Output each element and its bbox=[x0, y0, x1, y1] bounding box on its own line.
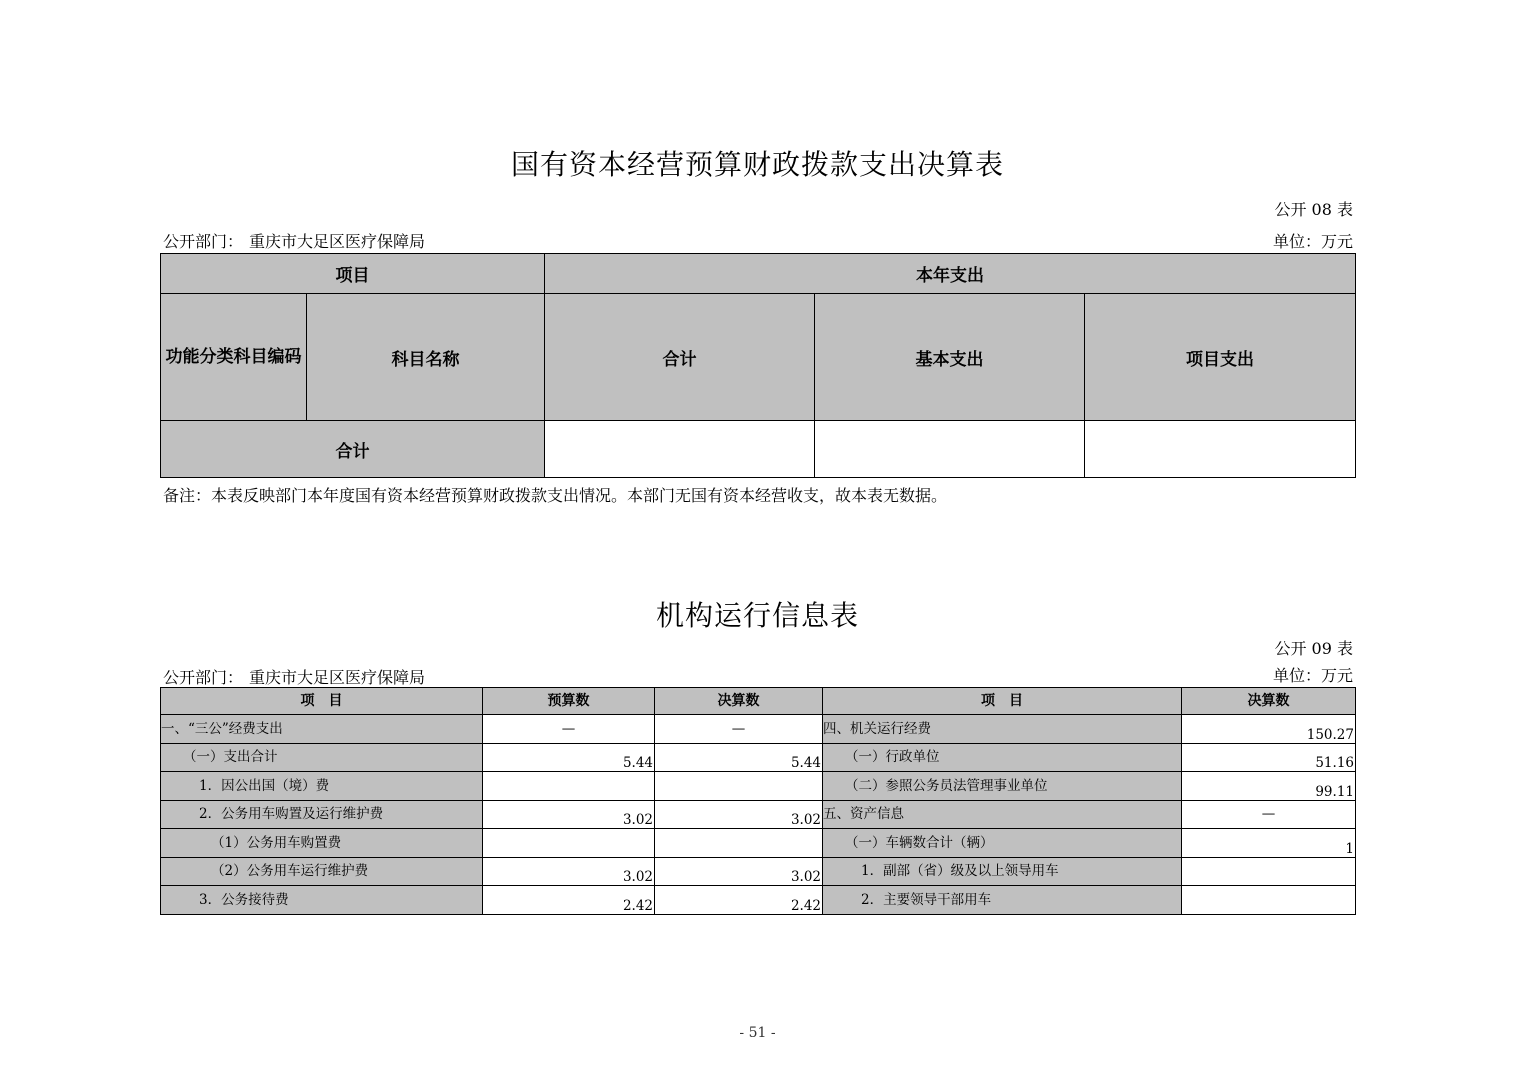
table9-title: 机构运行信息表 bbox=[655, 599, 859, 632]
budget-cell: 3.02 bbox=[483, 800, 655, 829]
table9-form-number: 公开 09 表 bbox=[1274, 639, 1353, 658]
table8-form-number: 公开 08 表 bbox=[1274, 200, 1353, 219]
header-item-left: 项 目 bbox=[161, 688, 483, 715]
dept-label: 公开部门： bbox=[163, 232, 244, 251]
table-row bbox=[161, 857, 1356, 886]
row-label: （一）车辆数合计（辆） bbox=[823, 829, 1182, 858]
final-cell: — bbox=[655, 715, 823, 744]
dept-name: 重庆市大足区医疗保障局 bbox=[249, 232, 426, 251]
row-label: 2．主要领导干部用车 bbox=[823, 886, 1182, 915]
project-value-cell bbox=[1085, 421, 1356, 478]
final-value-cell bbox=[1182, 886, 1356, 915]
header-project-expenditure: 项目支出 bbox=[1085, 294, 1356, 421]
header-current-year-expenditure: 本年支出 bbox=[545, 254, 1356, 294]
final-cell bbox=[655, 772, 823, 801]
table8-dept bbox=[163, 229, 425, 252]
total-value-cell bbox=[545, 421, 815, 478]
row-label: 2．公务用车购置及运行维护费 bbox=[161, 800, 483, 829]
header-item-right: 项 目 bbox=[823, 688, 1182, 715]
table8-note: 备注：本表反映部门本年度国有资本经营预算财政拨款支出情况。本部门无国有资本经营收支，故本表无数据。 bbox=[163, 486, 948, 505]
final-cell: 5.44 bbox=[655, 743, 823, 772]
final-cell: 2.42 bbox=[655, 886, 823, 915]
table8-title: 国有资本经营预算财政拨款支出决算表 bbox=[510, 148, 1004, 181]
row-label: （一）行政单位 bbox=[823, 743, 1182, 772]
dept-name: 重庆市大足区医疗保障局 bbox=[249, 668, 426, 687]
header-total: 合计 bbox=[545, 294, 815, 421]
header-budget: 预算数 bbox=[483, 688, 655, 715]
table-row bbox=[161, 772, 1356, 801]
budget-cell bbox=[483, 829, 655, 858]
header-final-left: 决算数 bbox=[655, 688, 823, 715]
row-label: 五、资产信息 bbox=[823, 800, 1182, 829]
total-row-label: 合计 bbox=[161, 421, 545, 478]
row-label: （二）参照公务员法管理事业单位 bbox=[823, 772, 1182, 801]
row-label: 一、“三公”经费支出 bbox=[161, 715, 483, 744]
row-label: 1．副部（省）级及以上领导用车 bbox=[823, 857, 1182, 886]
budget-cell: 3.02 bbox=[483, 857, 655, 886]
final-value-cell: 150.27 bbox=[1182, 715, 1356, 744]
header-item: 项目 bbox=[161, 254, 545, 294]
dept-label: 公开部门： bbox=[163, 668, 244, 687]
row-label: （一）支出合计 bbox=[161, 743, 483, 772]
table-row bbox=[161, 800, 1356, 829]
final-cell bbox=[655, 829, 823, 858]
budget-cell: — bbox=[483, 715, 655, 744]
header-subject-name: 科目名称 bbox=[307, 294, 545, 421]
final-value-cell bbox=[1182, 857, 1356, 886]
table9-dept bbox=[163, 665, 425, 688]
final-cell: 3.02 bbox=[655, 800, 823, 829]
state-capital-expenditure-table bbox=[160, 253, 1356, 478]
table-row bbox=[161, 743, 1356, 772]
page-number: - 51 - bbox=[739, 1025, 776, 1041]
institution-operation-info-table bbox=[160, 687, 1356, 915]
final-value-cell: — bbox=[1182, 800, 1356, 829]
table-row bbox=[161, 886, 1356, 915]
row-label: 3．公务接待费 bbox=[161, 886, 483, 915]
header-function-code: 功能分类科目编码 bbox=[161, 294, 307, 421]
budget-cell: 5.44 bbox=[483, 743, 655, 772]
row-label: 四、机关运行经费 bbox=[823, 715, 1182, 744]
table9-unit: 单位：万元 bbox=[1272, 666, 1353, 685]
final-cell: 3.02 bbox=[655, 857, 823, 886]
row-label: （2）公务用车运行维护费 bbox=[161, 857, 483, 886]
header-basic-expenditure: 基本支出 bbox=[815, 294, 1085, 421]
header-final-right: 决算数 bbox=[1182, 688, 1356, 715]
budget-cell bbox=[483, 772, 655, 801]
row-label: 1．因公出国（境）费 bbox=[161, 772, 483, 801]
budget-cell: 2.42 bbox=[483, 886, 655, 915]
table-row bbox=[161, 829, 1356, 858]
table-row bbox=[161, 715, 1356, 744]
row-label: （1）公务用车购置费 bbox=[161, 829, 483, 858]
final-value-cell: 1 bbox=[1182, 829, 1356, 858]
table8-unit: 单位：万元 bbox=[1272, 232, 1353, 251]
basic-value-cell bbox=[815, 421, 1085, 478]
final-value-cell: 99.11 bbox=[1182, 772, 1356, 801]
final-value-cell: 51.16 bbox=[1182, 743, 1356, 772]
